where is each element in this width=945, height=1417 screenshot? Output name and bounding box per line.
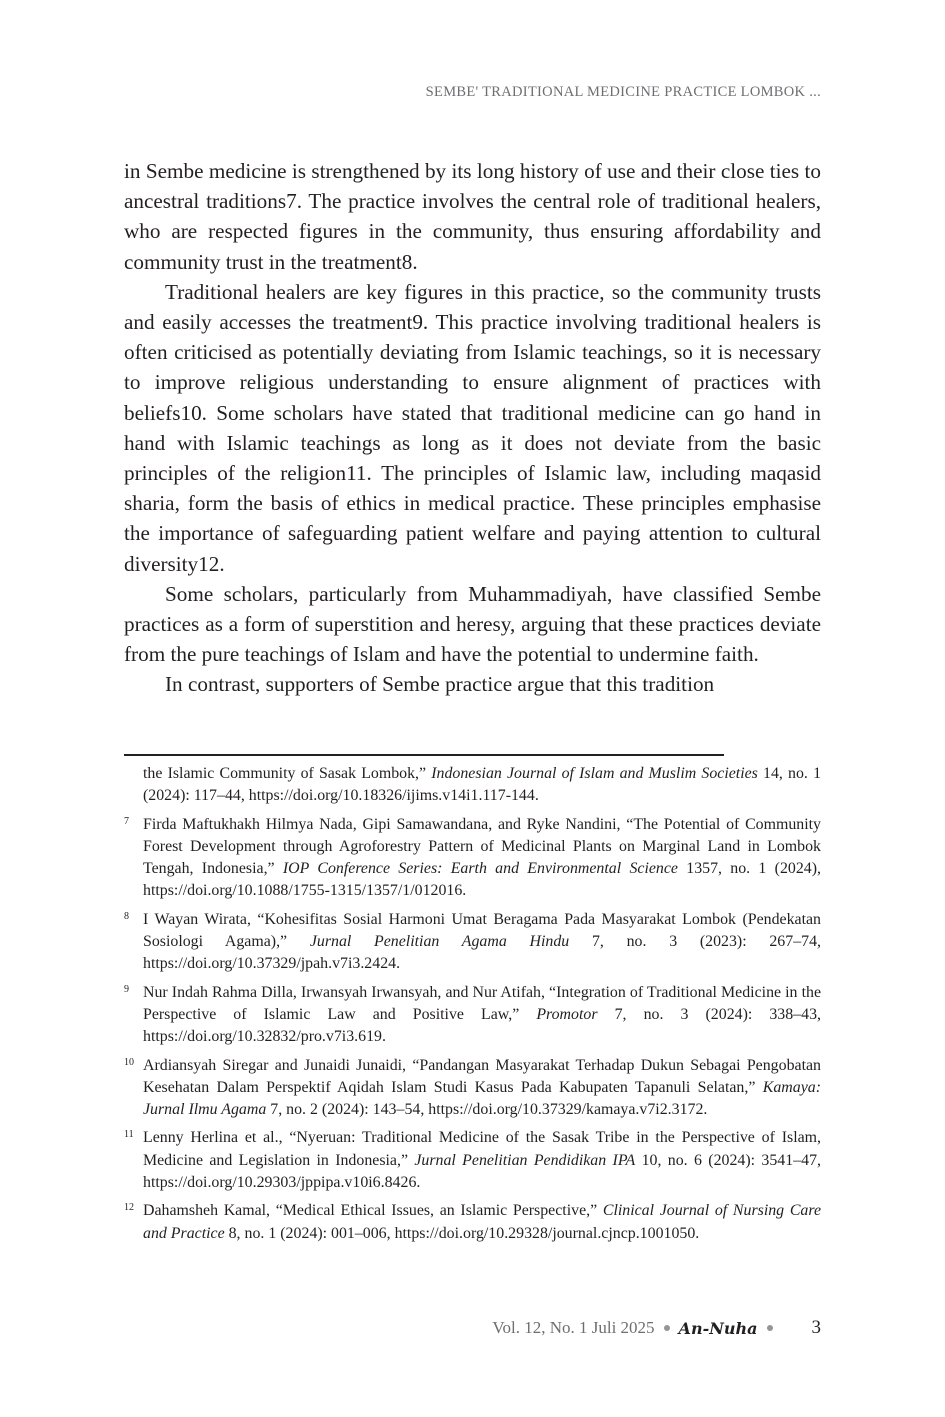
footnote-7: 7 Firda Maftukhakh Hilmya Nada, Gipi Samawandana, and Ryke Nandini, “The Potential of Community Forest Development through Agroforestry Pattern of Medicinal Plants on Marginal Land in Lombok Tengah, Indonesia,” IOP Conference Series: Earth and Environmental Science 1357, no. 1 (2024), https://doi.org/10.1088/1755-1315/1357/1/012016. [124, 814, 821, 903]
paragraph: Traditional healers are key figures in this practice, so the community trusts and easily accesses the treatment9. This practice involving traditional healers is often criticised as potentially deviating from Islamic teachings, so it is necessary to improve religious understanding to ensure alignment of practices with beliefs10. Some scholars have stated that traditional medicine can go hand in hand with Islamic teachings as long as it does not deviate from the basic principles of the religion11. The principles of Islamic law, including maqasid sharia, form the basis of ethics in medical practice. These principles emphasise the importance of safeguarding patient welfare and paying attention to cultural diversity12. [124, 279, 821, 576]
footnote-number: 11 [124, 1129, 134, 1141]
footnote-number: 12 [124, 1202, 134, 1214]
running-head: SEMBE' TRADITIONAL MEDICINE PRACTICE LOMBOK ... [425, 84, 821, 100]
volume-info: Vol. 12, No. 1 Juli 2025 [492, 1318, 655, 1337]
journal-logo: An-Nuha [678, 1318, 758, 1338]
journal-title: Jurnal Penelitian Pendidikan IPA [414, 1151, 636, 1169]
footnote-number: 10 [124, 1056, 134, 1068]
body-text [124, 156, 821, 700]
journal-title: Promotor [536, 1005, 598, 1023]
footnote-8: 8 I Wayan Wirata, “Kohesifitas Sosial Harmoni Umat Beragama Pada Masyarakat Lombok (Pendekatan Sosiologi Agama),” Jurnal Penelitian Agama Hindu 7, no. 3 (2023): 267–74, https://doi.org/10.37329/jpah.v7i3.2424. [124, 909, 821, 976]
footnote-9: 9 Nur Indah Rahma Dilla, Irwansyah Irwansyah, and Nur Atifah, “Integration of Traditional Medicine in the Perspective of Islamic Law and Positive Law,” Promotor 7, no. 3 (2024): 338–43, https://doi.org/10.32832/pro.v7i3.619. [124, 982, 821, 1049]
journal-title: Kamaya: Jurnal Ilmu Agama [143, 1078, 821, 1119]
footnote-number: 7 [124, 815, 129, 827]
journal-title: IOP Conference Series: Earth and Environmental Science [282, 860, 678, 878]
journal-title: Jurnal Penelitian Agama Hindu [309, 933, 570, 951]
footnote-11: 11 Lenny Herlina et al., “Nyeruan: Traditional Medicine of the Sasak Tribe in the Perspective of Islam, Medicine and Legislation in Indonesia,” Jurnal Penelitian Pendidikan IPA 10, no. 6 (2024): 3541–47, https://doi.org/10.29303/jppipa.v10i6.8426. [124, 1127, 821, 1194]
page-footer [492, 1317, 821, 1339]
bullet-dot-icon [767, 1325, 773, 1331]
paragraph: Some scholars, particularly from Muhammadiyah, have classified Sembe practices as a form of superstition and heresy, arguing that these practices deviate from the pure teachings of Islam and have the potential to undermine faith. [124, 581, 821, 667]
journal-title: Clinical Journal of Nursing Care and Practice [143, 1202, 822, 1242]
footnote-10: 10 Ardiansyah Siregar and Junaidi Junaidi, “Pandangan Masyarakat Terhadap Dukun Sebagai Pengobatan Kesehatan Dalam Perspektif Aqidah Islam Studi Kasus Pada Kabupaten Tapanuli Selatan,” Kamaya: Jurnal Ilmu Agama 7, no. 2 (2024): 143–54, https://doi.org/10.37329/kamaya.v7i2.3172. [124, 1055, 821, 1122]
bullet-dot-icon [664, 1325, 670, 1331]
page-number: 3 [811, 1317, 821, 1338]
footnote-separator [124, 754, 724, 756]
footnotes [124, 763, 821, 1251]
paragraph: In contrast, supporters of Sembe practice argue that this tradition [165, 672, 715, 697]
footnote-12: 12 Dahamsheh Kamal, “Medical Ethical Issues, an Islamic Perspective,” Clinical Journal of Nursing Care and Practice 8, no. 1 (2024): 001–006, https://doi.org/10.29328/journal.cjncp.1001050. [124, 1200, 821, 1245]
paragraph: in Sembe medicine is strengthened by its long history of use and their close ties to ancestral traditions7. The practice involves the central role of traditional healers, who are respected figures in the community, thus ensuring affordability and community trust in the treatment8. [124, 159, 821, 274]
journal-title: Indonesian Journal of Islam and Muslim Societies [431, 765, 758, 782]
footnote-number: 9 [124, 983, 129, 995]
footnote-continuation: the Islamic Community of Sasak Lombok,” Indonesian Journal of Islam and Muslim Societies 14, no. 1 (2024): 117–44, https://doi.org/10.18326/ijims.v14i1.117-144. [143, 765, 822, 805]
footnote-number: 8 [124, 910, 129, 922]
